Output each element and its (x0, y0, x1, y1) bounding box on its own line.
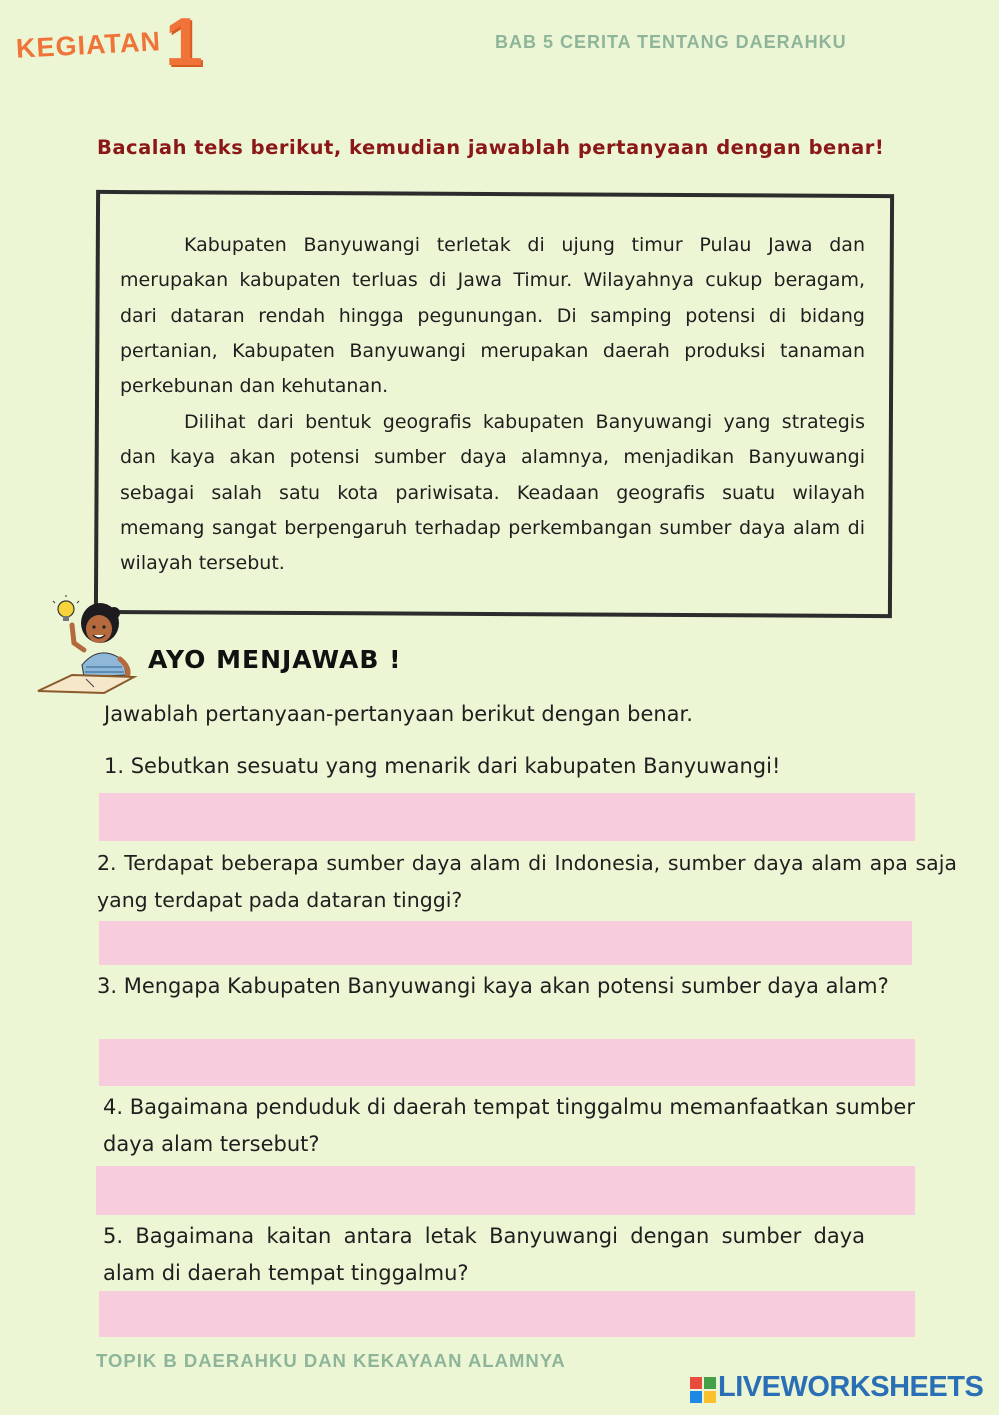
answer-field-3[interactable] (99, 1039, 915, 1086)
answer-field-1[interactable] (99, 793, 915, 841)
liveworksheets-logo-icon (690, 1377, 716, 1403)
question-3: 3. Mengapa Kabupaten Banyuwangi kaya akan potensi sumber daya alam? (97, 974, 889, 998)
answer-field-4[interactable] (96, 1166, 915, 1215)
student-writing-illustration (34, 595, 144, 695)
reading-paragraph-1: Kabupaten Banyuwangi terletak di ujung timur Pulau Jawa dan merupakan kabupaten terluas di Jawa Timur. Wilayahnya cukup beragam, dari dataran rendah hingga pegunungan. Di samping potensi di bidang pertanian, Kabupaten Banyuwangi merupakan daerah produksi tanaman perkebunan dan kehutanan. (120, 234, 865, 398)
question-1: 1. Sebutkan sesuatu yang menarik dari kabupaten Banyuwangi! (104, 754, 781, 778)
quiz-title: AYO MENJAWAB ! (148, 645, 402, 674)
question-2: 2. Terdapat beberapa sumber daya alam di Indonesia, sumber daya alam apa saja yang terdapat pada dataran tinggi? (97, 851, 957, 912)
answer-field-5[interactable] (99, 1291, 915, 1337)
quiz-intro: Jawablah pertanyaan-pertanyaan berikut dengan benar. (104, 702, 693, 726)
footer-topic: TOPIK B DAERAHKU DAN KEKAYAAN ALAMNYA (96, 1350, 566, 1371)
instruction-text: Bacalah teks berikut, kemudian jawablah pertanyaan dengan benar! (97, 136, 885, 159)
liveworksheets-brand[interactable]: LIVEWORKSHEETS (718, 1371, 984, 1403)
question-5: 5. Bagaimana kaitan antara letak Banyuwangi dengan sumber daya alam di daerah tempat tinggalmu? (103, 1224, 865, 1285)
answer-field-2[interactable] (99, 921, 912, 965)
activity-label: KEGIATAN (15, 26, 162, 64)
activity-number: 1 (165, 4, 203, 80)
lightbulb-icon (53, 595, 79, 621)
reading-paragraph-2: Dilihat dari bentuk geografis kabupaten Banyuwangi yang strategis dan kaya akan potensi sumber daya alamnya, menjadikan Banyuwangi sebagai salah satu kota pariwisata. Keadaan geografis suatu wilayah memang sangat berpengaruh terhadap perkembangan sumber daya alam di wilayah tersebut. (120, 411, 865, 575)
question-4: 4. Bagaimana penduduk di daerah tempat tinggalmu memanfaatkan sumber daya alam tersebut? (103, 1095, 915, 1156)
chapter-title: BAB 5 CERITA TENTANG DAERAHKU (495, 32, 847, 52)
